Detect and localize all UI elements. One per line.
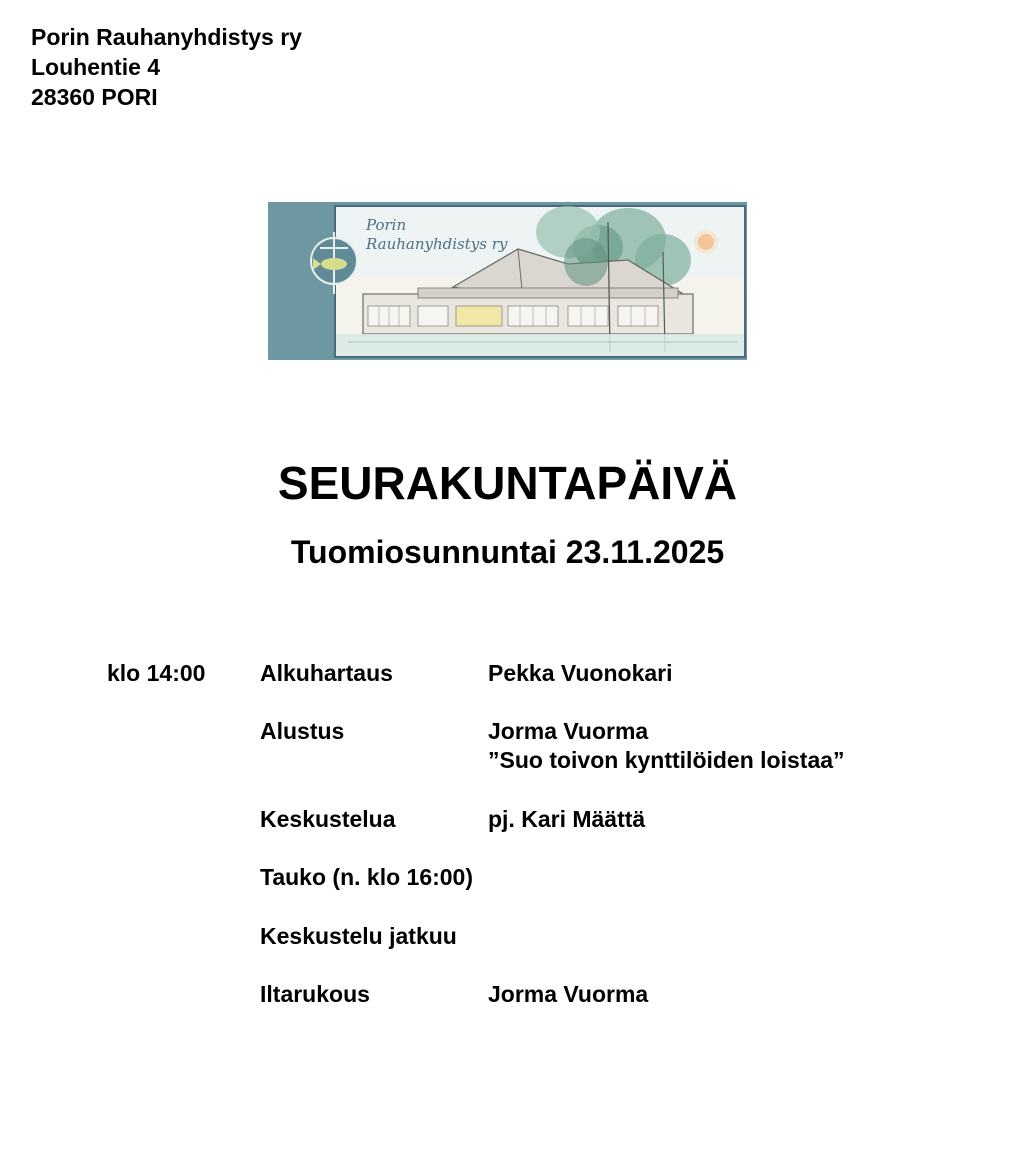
program-time: klo 14:00 [107,660,206,686]
program-item: Alustus [260,718,345,744]
program-person: pj. Kari Määttä [488,806,646,832]
program-item: Keskustelu jatkuu [260,923,457,949]
sender-street: Louhentie 4 [31,54,161,80]
logo-text-line1: Porin [366,216,407,234]
program-item: Keskustelua [260,806,396,832]
event-subtitle: Tuomiosunnuntai 23.11.2025 [290,534,725,570]
program-person: Pekka Vuonokari [488,660,673,686]
sender-postal: 28360 PORI [31,84,158,110]
sender-name: Porin Rauhanyhdistys ry [31,24,302,50]
sender-address [31,22,302,112]
program-note: ”Suo toivon kynttilöiden loistaa” [488,747,845,773]
program-item: Alkuhartaus [260,660,393,686]
logo-text-line2: Rauhanyhdistys ry [366,235,508,253]
program-person: Jorma Vuorma [488,981,649,1007]
program-item: Iltarukous [260,981,370,1007]
program-item: Tauko (n. klo 16:00) [260,864,474,890]
event-title: SEURAKUNTAPÄIVÄ [277,457,738,509]
program-person: Jorma Vuorma [488,718,649,744]
association-logo [268,202,747,360]
church-building-drawing-icon [268,202,747,360]
